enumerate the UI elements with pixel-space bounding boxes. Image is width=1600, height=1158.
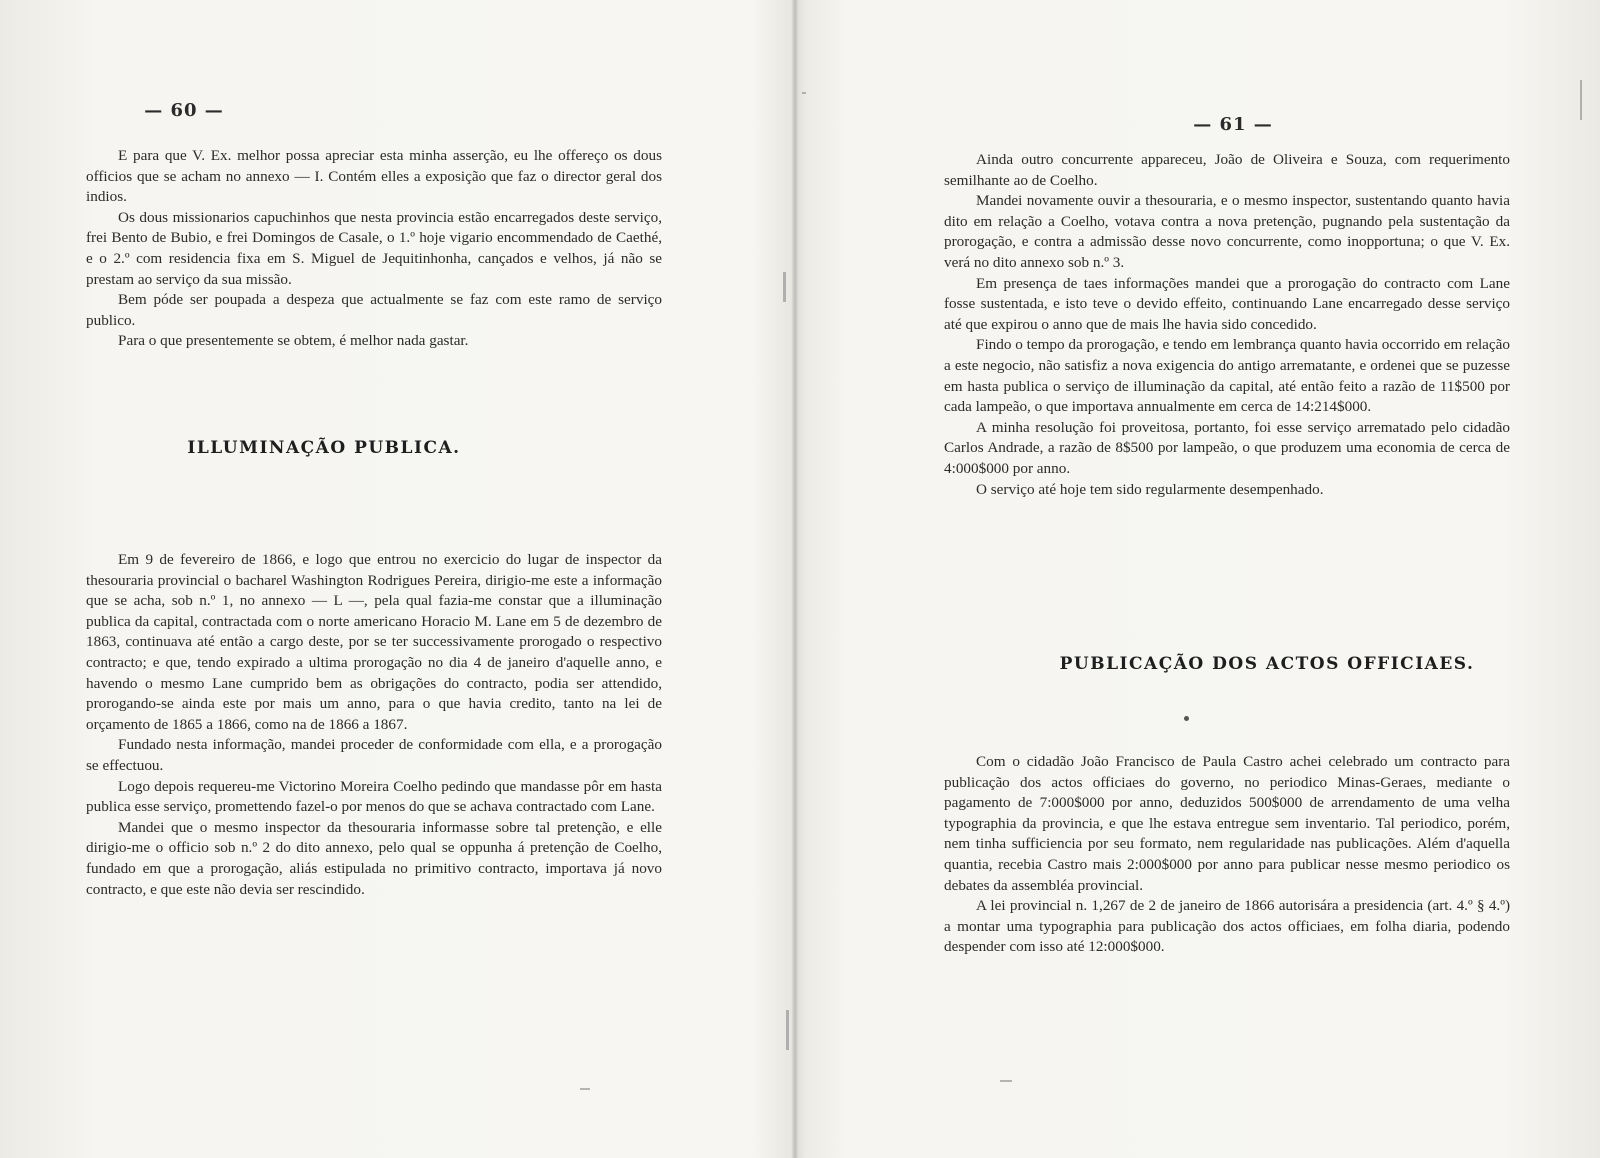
- scan-speck: [786, 1010, 789, 1050]
- scan-speck: [580, 1088, 590, 1090]
- paragraph: Mandei novamente ouvir a thesouraria, e o mesmo inspector, sustentando quanto havia dito em relação a Coelho, votava contra a nova pretenção, pugnando pela sustentação da prorogação, e contra a admissão desse novo concurrente, como inopportuna; o que V. Ex. verá no dito annexo sob n.º 3.: [944, 192, 1510, 271]
- paragraph: Em 9 de fevereiro de 1866, e logo que entrou no exercicio do lugar de inspector da thesouraria provincial o bacharel Washington Rodrigues Pereira, dirigio-me este a informação que se acha, sob n.º 1, no annexo — L —, pela qual fazia-me constar que a illuminação publica da capital, contractada com o norte americano Horacio M. Lane em 5 de dezembro de 1863, continuava até então a cargo deste, por se ter successivamente prorogado o respectivo contracto; e que, tendo expirado a ultima prorogação no dia 4 de janeiro d'aquelle anno, e havendo o mesmo Lane cumprido bem as obrigações do contracto, podia ser attendido, prorogando-se ainda este por mais um anno, para o que havia credito, tanto na lei de orçamento de 1865 a 1866, como na de 1866 a 1867.: [86, 551, 662, 733]
- paragraph: Findo o tempo da prorogação, e tendo em lembrança quanto havia occorrido em relação a este negocio, não satisfiz a nova exigencia do antigo arrematante, e ordenei que se puzesse em hasta publica o serviço de illuminação da capital, até então feito a razão de 11$500 por cada lampeão, o que importava annualmente em cerca de 14:214$000.: [944, 336, 1510, 416]
- right-page: [944, 0, 1510, 1158]
- paragraph: Em presença de taes informações mandei que a prorogação do contracto com Lane fosse sustentada, e isto teve o devido effeito, continuando Lane encarregado desse serviço até que expirou o anno que de mais lhe havia sido concedido.: [944, 274, 1510, 333]
- paragraph: Fundado nesta informação, mandei proceder de conformidade com ella, e a prorogação se effectuou.: [86, 736, 662, 774]
- paragraph: E para que V. Ex. melhor possa apreciar esta minha asserção, eu lhe offereço os dous officios que se acham no annexo — I. Contém elles a exposição que faz o director geral dos indios.: [86, 147, 662, 206]
- left-page-number: — 60 —: [144, 100, 224, 121]
- paragraph: Para o que presentemente se obtem, é melhor nada gastar.: [118, 332, 469, 350]
- section-title-illuminacao: ILLUMINAÇÃO PUBLICA.: [187, 438, 461, 458]
- scan-speck: [1000, 1080, 1012, 1082]
- paragraph: Com o cidadão João Francisco de Paula Castro achei celebrado um contracto para publicação dos actos officiaes do governo, no periodico Minas-Geraes, mediante o pagamento de 7:000$000 por anno, deduzidos 500$000 de arrendamento de uma velha typographia da provincia, e que lhe estava entregue sem inventario. Tal periodico, porém, nem tinha sufficiencia por seu formato, nem regularidade nas publicações. Além d'aquella quantia, recebia Castro mais 2:000$000 por anno para publicar nesse mesmo periodico os debates da assembléa provincial.: [944, 753, 1510, 894]
- book-gutter: [792, 0, 798, 1158]
- paragraph: A lei provincial n. 1,267 de 2 de janeiro de 1866 autorisára a presidencia (art. 4.º § 4.º) a montar uma typographia para publicação dos actos officiaes, em folha diaria, podendo despender com isso até 12:000$000.: [944, 897, 1510, 956]
- right-top-text: [944, 150, 1510, 500]
- paragraph: Os dous missionarios capuchinhos que nesta provincia estão encarregados deste serviço, frei Bento de Bubio, e frei Domingos de Casale, o 1.º hoje vigario encommendado de Caethé, e o 2.º com residencia fixa em S. Miguel de Jequitinhonha, cançados e velhos, já não se prestam ao serviço da sua missão.: [86, 208, 662, 288]
- scan-speck: [802, 92, 806, 94]
- scan-speck: [783, 272, 786, 302]
- left-top-text: [86, 146, 662, 352]
- right-page-number: — 61 —: [1193, 114, 1273, 135]
- ornament-dot: [1184, 716, 1189, 721]
- paragraph: O serviço até hoje tem sido regularmente desempenhado.: [976, 480, 1324, 498]
- paragraph: Bem póde ser poupada a despeza que actualmente se faz com este ramo de serviço publico.: [86, 291, 662, 329]
- paragraph: A minha resolução foi proveitosa, portanto, foi esse serviço arrematado pelo cidadão Carlos Andrade, a razão de 8$500 por lampeão, o que produzem uma economia de cerca de 4:000$000 por anno.: [944, 418, 1510, 477]
- paragraph: Mandei que o mesmo inspector da thesouraria informasse sobre tal pretenção, e elle dirigio-me o officio sob n.º 2 do dito annexo, pelo qual se oppunha á pretenção de Coelho, fundado em que a prorogação, aliás estipulada no primitivo contracto, importava já novo contracto, e que este não devia ser rescindido.: [86, 818, 662, 898]
- paragraph: Ainda outro concurrente appareceu, João de Oliveira e Souza, com requerimento semilhante ao de Coelho.: [944, 151, 1510, 189]
- right-bottom-text: [944, 752, 1510, 958]
- left-bottom-text: [86, 550, 662, 900]
- scan-speck: [1580, 80, 1582, 120]
- section-title-publicacao: PUBLICAÇÃO DOS ACTOS OFFICIAES.: [1059, 654, 1475, 674]
- left-page: [86, 0, 662, 1158]
- paragraph: Logo depois requereu-me Victorino Moreira Coelho pedindo que mandasse pôr em hasta publica esse serviço, promettendo fazel-o por menos do que se achava contractado com Lane.: [86, 777, 662, 816]
